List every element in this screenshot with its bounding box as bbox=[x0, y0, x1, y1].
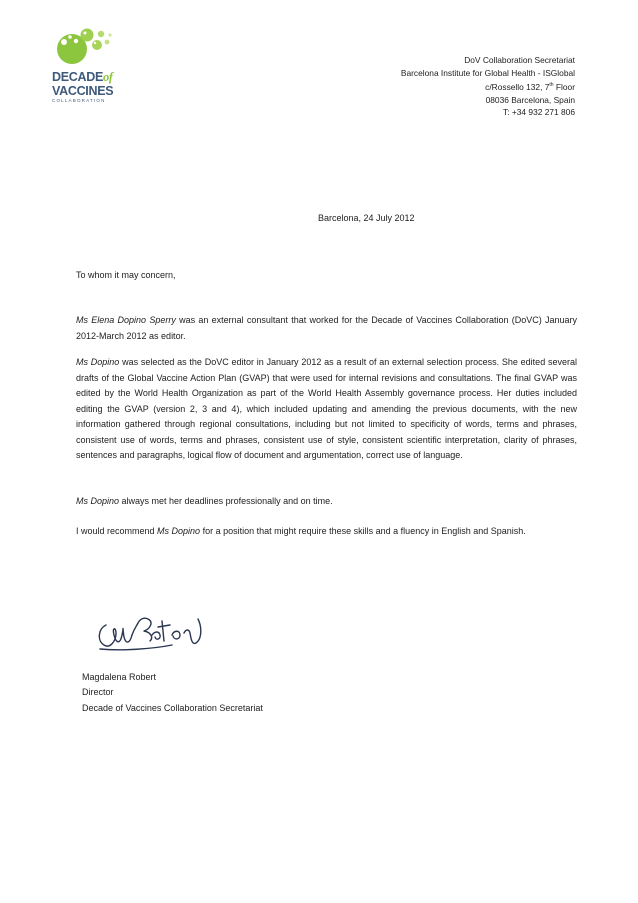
logo-wordmark bbox=[52, 71, 113, 104]
logo-vaccines: VACCINES bbox=[52, 83, 114, 98]
greeting: To whom it may concern, bbox=[76, 270, 176, 280]
paragraph-2: Ms Dopino was selected as the DoVC editor in January 2012 as a result of an external selection process. She edited several drafts of the Global Vaccine Action Plan (GVAP) that were used for internal revisions and consultations. The final GVAP was edited by the World Health Organization as part of the World Health Assembly governance process. Her duties included editing the GVAP (version 2, 3 and 4), which included updating and amending the previous documents, with the new information gathered through regional consultations, including but not limited to specificity of words, terms and phrases, consistent use of words, terms and phrases, consistent use of style, consistent scientific interpretation, clarity of phrases, sentences and paragraphs, logical flow of document and argumentation, correct use of language. bbox=[76, 357, 577, 460]
logo-collaboration: COLLABORATION bbox=[52, 98, 106, 103]
signer-name: Magdalena Robert bbox=[82, 672, 157, 682]
paragraph-1: Ms Elena Dopino Sperry was an external consultant that worked for the Decade of Vaccines Collaboration (DoVC) January 2012-March 2012 as editor. bbox=[76, 315, 577, 341]
handwritten-signature bbox=[92, 605, 217, 657]
person-name: Ms Dopino bbox=[76, 357, 120, 367]
paragraph-4: I would recommend Ms Dopino for a position that might require these skills and a fluency in English and Spanish. bbox=[76, 526, 526, 536]
person-name: Ms Dopino bbox=[157, 526, 201, 536]
signer-block bbox=[82, 670, 263, 716]
person-name: Ms Elena Dopino Sperry bbox=[76, 315, 176, 325]
signer-title: Director bbox=[82, 687, 114, 698]
address-line-1: DoV Collaboration Secretariat bbox=[464, 55, 575, 65]
signer-organization: Decade of Vaccines Collaboration Secretariat bbox=[82, 702, 263, 713]
person-name: Ms Dopino bbox=[76, 496, 120, 506]
sender-address bbox=[401, 54, 575, 119]
logo-of: of bbox=[102, 70, 113, 84]
bubbles-icon bbox=[50, 22, 140, 72]
paragraph-3: Ms Dopino always met her deadlines professionally and on time. bbox=[76, 496, 333, 506]
dov-logo bbox=[50, 22, 140, 112]
letter-date: Barcelona, 24 July 2012 bbox=[318, 213, 415, 223]
address-line-5: T: +34 932 271 806 bbox=[503, 107, 575, 118]
address-line-2: Barcelona Institute for Global Health - ISGlobal bbox=[400, 67, 575, 78]
address-line-3: c/Rossello 132, 7th Floor bbox=[485, 81, 575, 92]
logo-decade: DECADE bbox=[52, 70, 103, 84]
address-line-4: 08036 Barcelona, Spain bbox=[485, 94, 575, 105]
